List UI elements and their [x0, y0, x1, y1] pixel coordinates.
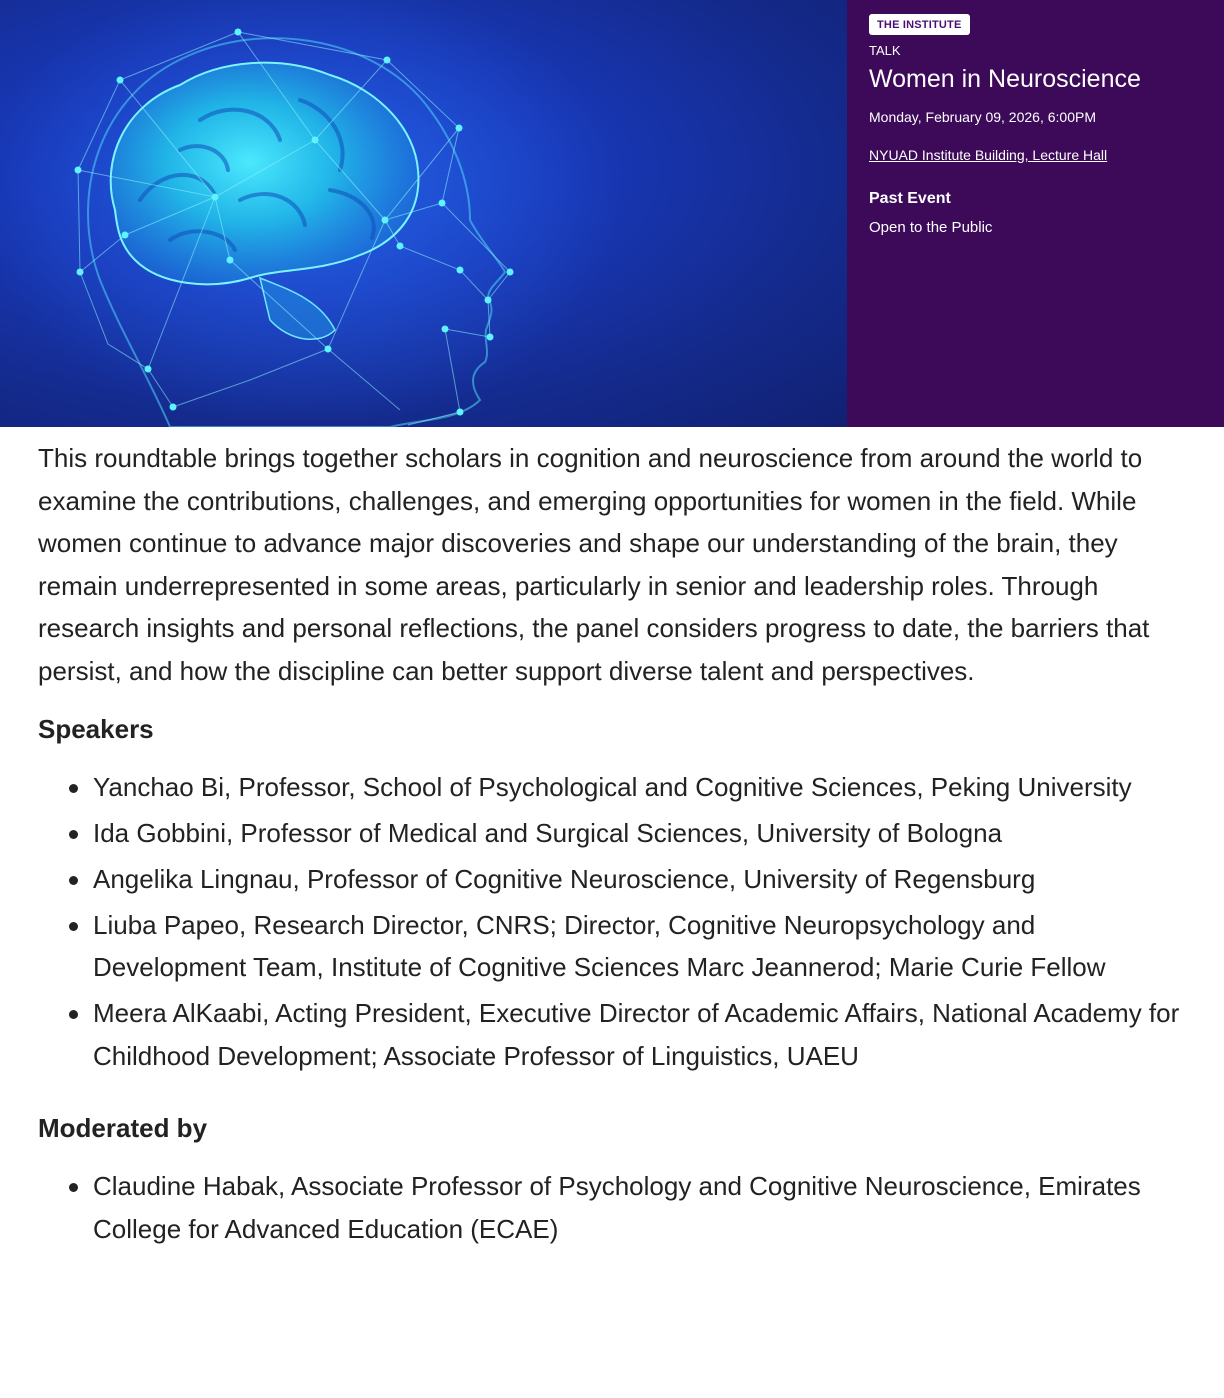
event-info-panel [847, 0, 1224, 427]
speaker-item: Liuba Papeo, Research Director, CNRS; Director, Cognitive Neuropsychology and Development Team, Institute of Cognitive Sciences Marc Jeannerod; Marie Curie Fellow [93, 904, 1186, 989]
speakers-list [38, 766, 1186, 1078]
event-venue-link[interactable]: NYUAD Institute Building, Lecture Hall [869, 147, 1108, 164]
speaker-item: Meera AlKaabi, Acting President, Executive Director of Academic Affairs, National Academy for Childhood Development; Associate Professor of Linguistics, UAEU [93, 992, 1186, 1077]
speakers-heading: Speakers [38, 713, 154, 744]
brain-network-illustration [0, 0, 847, 427]
institute-badge: THE INSTITUTE [869, 14, 970, 35]
speaker-item: Angelika Lingnau, Professor of Cognitive Neuroscience, University of Regensburg [93, 858, 1186, 901]
event-title: Women in Neuroscience [869, 65, 1141, 93]
brain-icon [0, 0, 847, 427]
speaker-item: Ida Gobbini, Professor of Medical and Surgical Sciences, University of Bologna [93, 812, 1186, 855]
event-description: This roundtable brings together scholars in cognition and neuroscience from around the world to examine the contributions, challenges, and emerging opportunities for women in the field. While women continue to advance major discoveries and shape our understanding of the brain, they remain underrepresented in some areas, particularly in senior and leadership roles. Through research insights and personal reflections, the panel considers progress to date, the barriers that persist, and how the discipline can better support diverse talent and perspectives. [38, 443, 1150, 686]
moderators-list [38, 1165, 1186, 1250]
event-status: Past Event [869, 190, 951, 208]
event-access: Open to the Public [869, 219, 993, 237]
event-content [0, 427, 1224, 1250]
speaker-item: Yanchao Bi, Professor, School of Psychological and Cognitive Sciences, Peking University [93, 766, 1186, 809]
event-datetime: Monday, February 09, 2026, 6:00PM [869, 109, 1096, 126]
moderators-heading: Moderated by [38, 1113, 208, 1144]
event-hero [0, 0, 1224, 427]
moderator-item: Claudine Habak, Associate Professor of Psychology and Cognitive Neuroscience, Emirates College for Advanced Education (ECAE) [93, 1165, 1186, 1250]
event-type-label: TALK [869, 43, 901, 58]
